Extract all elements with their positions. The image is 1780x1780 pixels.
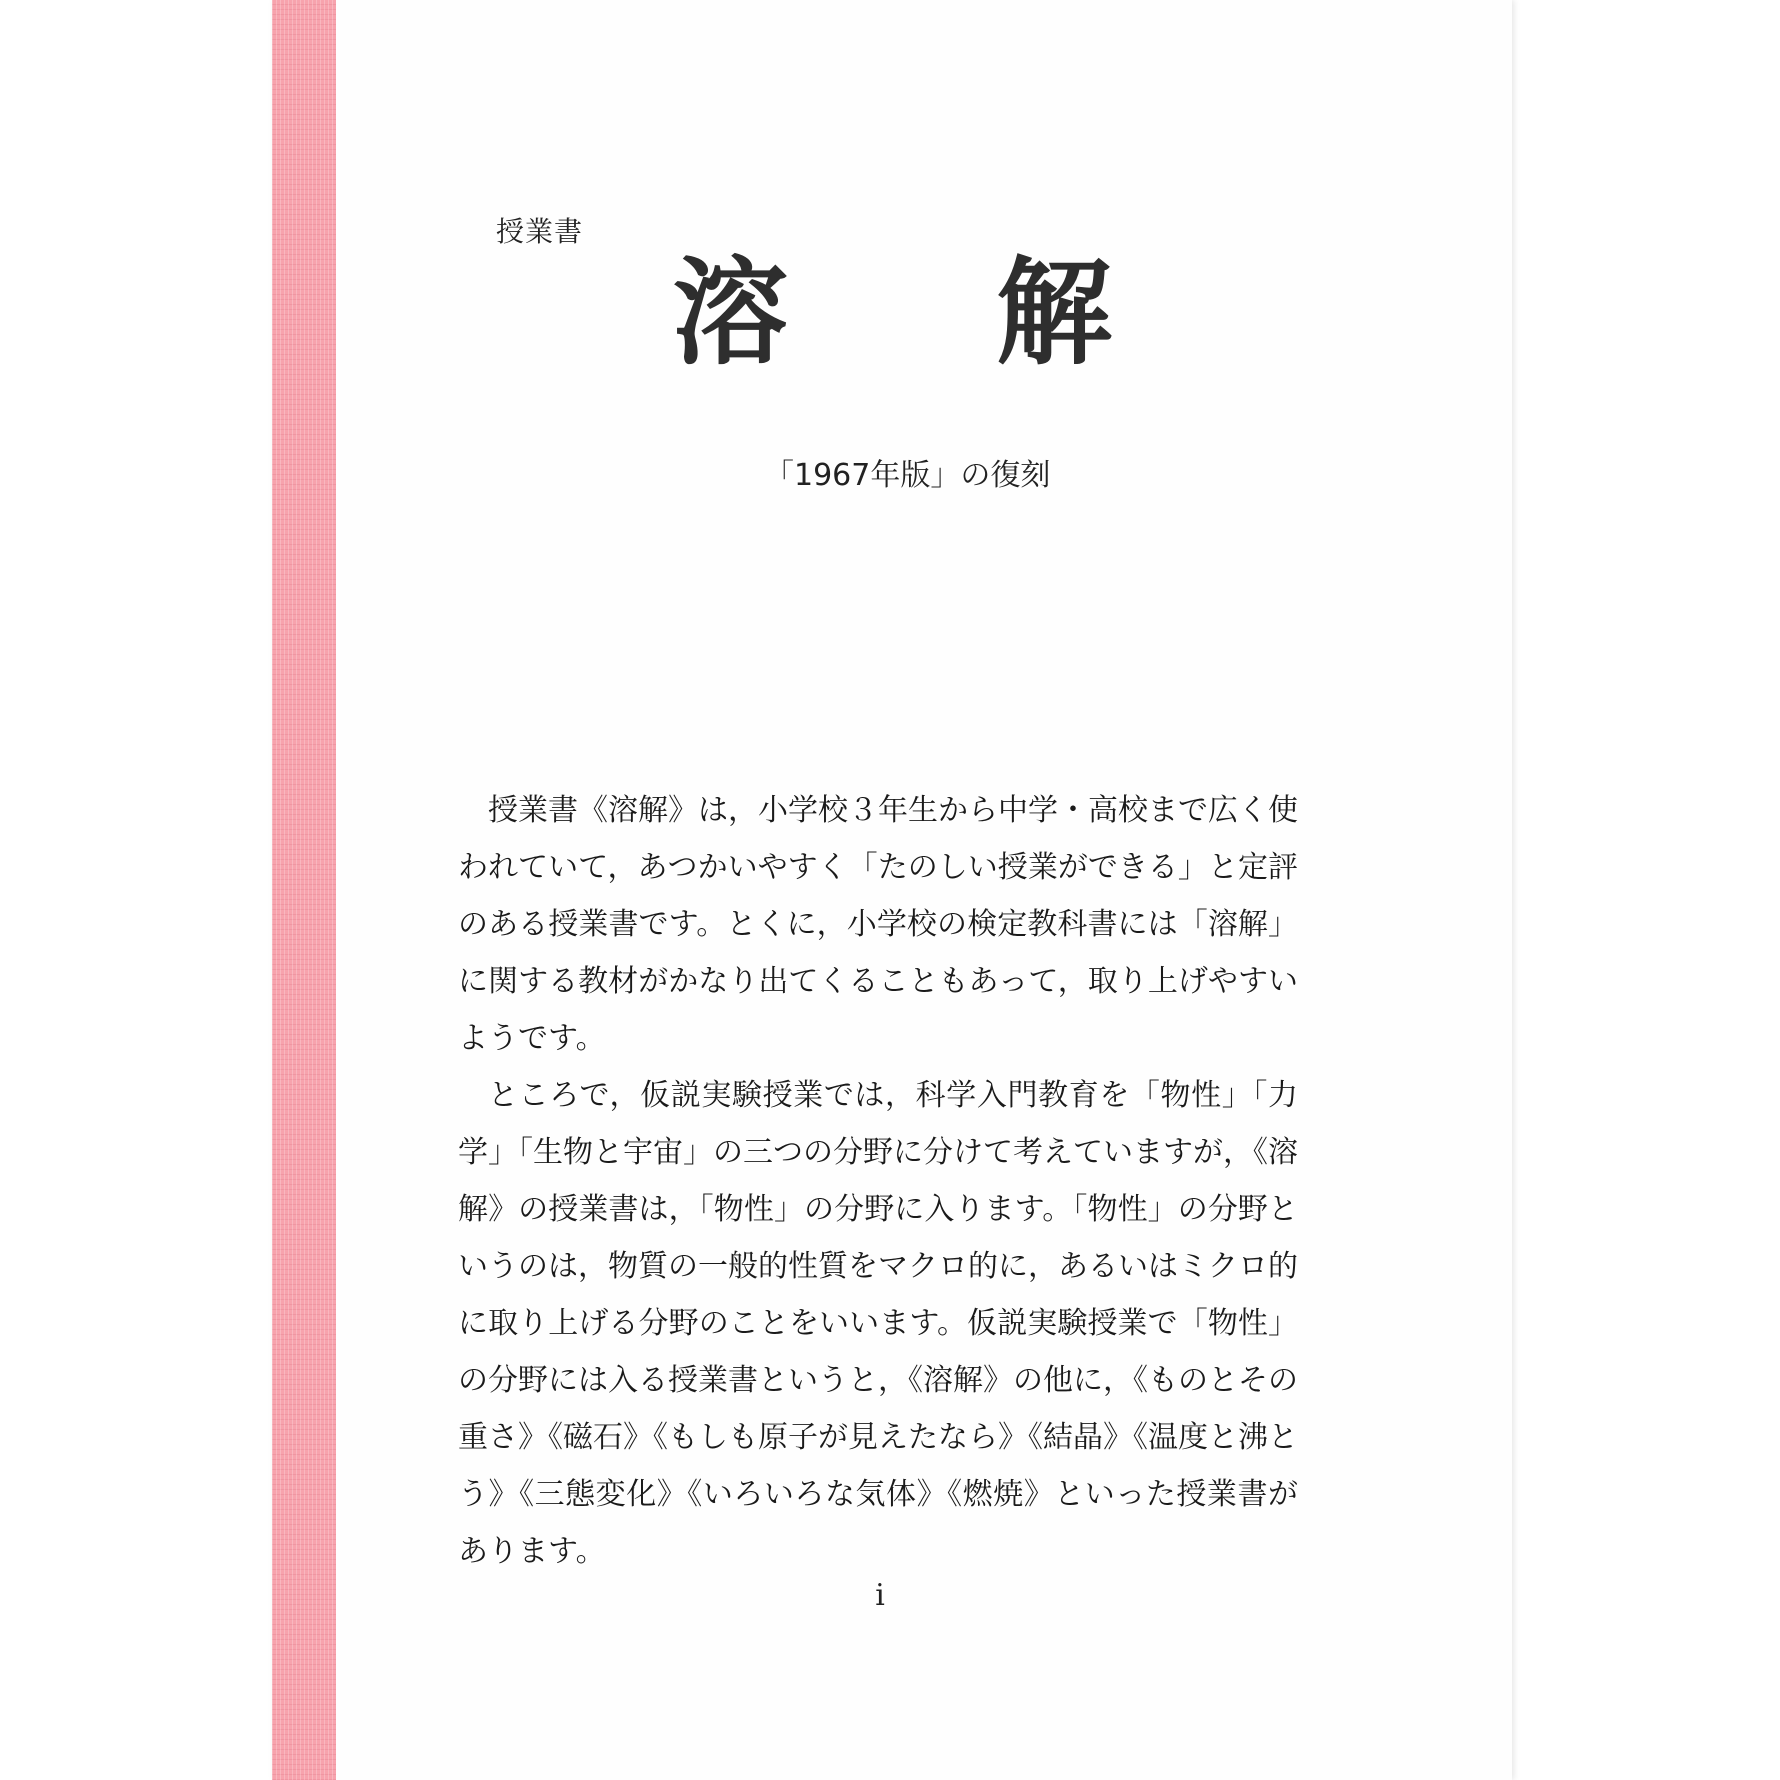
body-text: [458, 782, 1298, 1580]
binding-strip: [272, 0, 336, 1780]
paragraph-1: 授業書《溶解》は，小学校３年生から中学・高校まで広く使われていて，あつかいやすく「たのしい授業ができる」と定評のある授業書です。とくに，小学校の検定教科書には「溶解」に関する教材がかなり出てくることもあって，取り上げやすいようです。: [458, 793, 1298, 1056]
page-title: [672, 245, 1112, 381]
title-char-1: 溶: [672, 245, 788, 381]
edition-subtitle: 「1967年版」の復刻: [764, 458, 1051, 493]
series-label: 授業書: [496, 215, 584, 248]
paragraph-2: ところで，仮説実験授業では，科学入門教育を「物性」「力学」「生物と宇宙」の三つの分野に分けて考えていますが，《溶解》の授業書は，「物性」の分野に入ります。「物性」の分野というのは，物質の一般的性質をマクロ的に，あるいはミクロ的に取り上げる分野のことをいいます。仮説実験授業で「物性」の分野には入る授業書というと，《溶解》の他に，《ものとその重さ》《磁石》《もしも原子が見えたなら》《結晶》《温度と沸とう》《三態変化》《いろいろな気体》《燃焼》といった授業書があります。: [458, 1078, 1298, 1569]
page-number: i: [875, 1578, 885, 1613]
title-char-2: 解: [996, 245, 1112, 381]
